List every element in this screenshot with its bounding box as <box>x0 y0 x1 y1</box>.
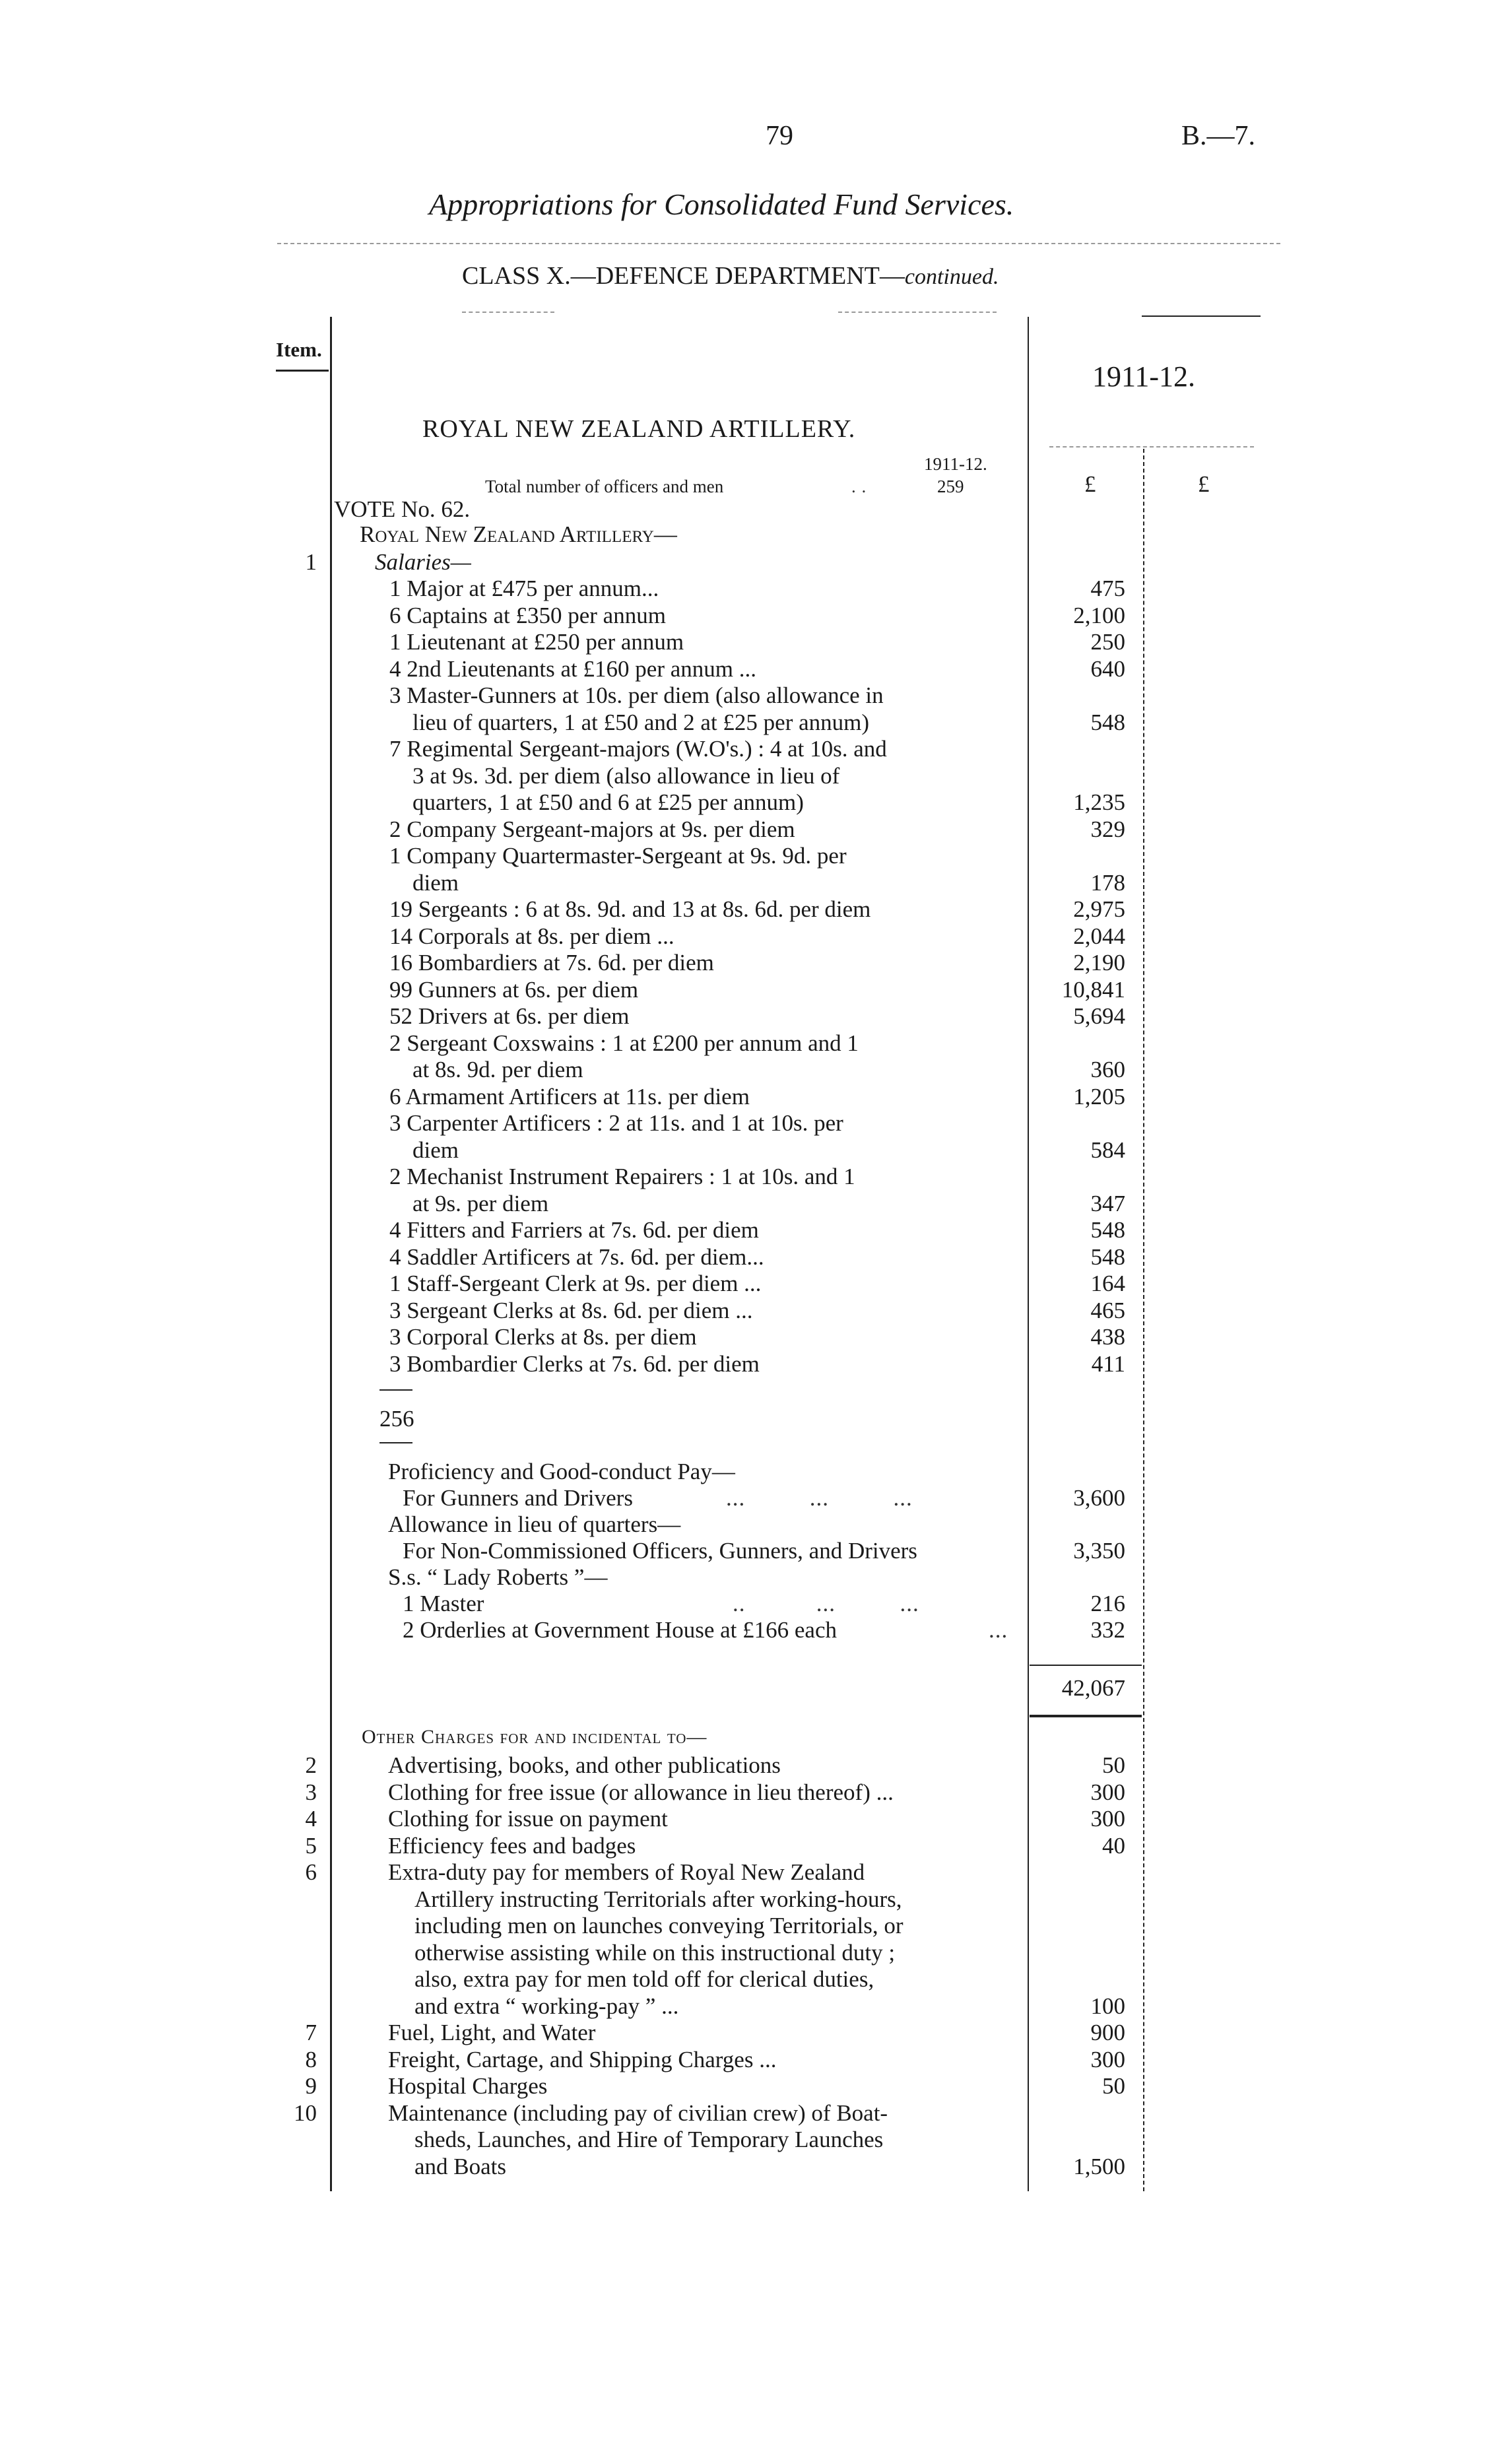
salary-line: quarters, 1 at £50 and 6 at £25 per annum) <box>412 789 804 815</box>
salary-amount: 2,044 <box>1073 923 1125 949</box>
other-charge-item-number: 9 <box>305 2073 317 2099</box>
other-charge-item-number: 7 <box>305 2020 317 2045</box>
other-charge-item-number: 2 <box>305 1752 317 1778</box>
salary-amount: 465 <box>1090 1297 1125 1323</box>
salary-line: 4 Saddler Artificers at 7s. 6d. per diem... <box>389 1243 764 1270</box>
other-charge-amount: 300 <box>1090 1806 1125 1832</box>
item-column-divider <box>330 317 332 2191</box>
other-charge-item-number: 5 <box>305 1832 317 1859</box>
lady-roberts-orderlies-dots: ... <box>989 1617 1008 1643</box>
other-charge-amount: 100 <box>1090 1993 1125 2019</box>
other-charge-line: also, extra pay for men told off for clerical duties, <box>414 1966 874 1992</box>
other-charge-item-number: 4 <box>305 1806 317 1832</box>
salary-line: 3 Master-Gunners at 10s. per diem (also allowance in <box>389 682 884 708</box>
salary-line: 1 Staff-Sergeant Clerk at 9s. per diem ... <box>389 1271 762 1296</box>
salary-amount: 548 <box>1090 1243 1125 1270</box>
salary-amount: 250 <box>1090 629 1125 655</box>
salary-line: 3 Bombardier Clerks at 7s. 6d. per diem <box>389 1350 760 1377</box>
lady-roberts-orderlies <box>403 1617 1008 1643</box>
salaries-heading: Salaries— <box>375 549 471 575</box>
salary-line: 4 Fitters and Farriers at 7s. 6d. per diem <box>389 1217 759 1243</box>
class-title-suffix: continued. <box>904 265 999 289</box>
title-rule <box>277 243 1280 244</box>
salary-line: 6 Armament Artificers at 11s. per diem <box>389 1083 750 1109</box>
other-charge-line: Artillery instructing Territorials after working-hours, <box>414 1886 902 1912</box>
item-number-1: 1 <box>305 549 317 575</box>
sub-heading: Royal New Zealand Artillery— <box>360 521 677 547</box>
other-charge-item-number: 10 <box>294 2100 317 2126</box>
proficiency-heading: Proficiency and Good-conduct Pay— <box>388 1459 735 1484</box>
class-rule-left <box>462 312 554 313</box>
salary-amount: 548 <box>1090 1217 1125 1243</box>
lady-roberts-master-dots: .. ... ... <box>733 1591 919 1616</box>
subtotal-rule-bottom <box>1030 1715 1142 1717</box>
document-reference: B.—7. <box>1181 121 1256 151</box>
lady-roberts-master-amount: 216 <box>1090 1591 1125 1616</box>
salary-line: 2 Sergeant Coxswains : 1 at £200 per annum and 1 <box>389 1030 859 1056</box>
men-total: 256 <box>379 1406 414 1432</box>
section-title: ROYAL NEW ZEALAND ARTILLERY. <box>422 415 856 443</box>
salary-amount: 411 <box>1091 1350 1125 1377</box>
page-title: Appropriations for Consolidated Fund Services. <box>429 187 1014 221</box>
salary-amount: 475 <box>1090 576 1125 601</box>
salary-amount: 10,841 <box>1061 976 1125 1003</box>
salary-amount: 5,694 <box>1073 1003 1125 1029</box>
salary-amount: 360 <box>1090 1057 1125 1082</box>
proficiency-amount: 3,600 <box>1073 1485 1125 1511</box>
salary-amount: 438 <box>1090 1324 1125 1350</box>
salary-line: diem <box>412 1137 459 1163</box>
proficiency-line <box>403 1485 913 1511</box>
header-rule-right <box>1142 315 1261 317</box>
total-officers-value: 259 <box>937 477 964 496</box>
salary-line: at 8s. 9d. per diem <box>412 1057 583 1082</box>
salary-line: 3 Carpenter Artificers : 2 at 11s. and 1 at 10s. per <box>389 1110 843 1136</box>
class-title <box>462 261 999 290</box>
other-charge-amount: 50 <box>1102 1752 1125 1778</box>
other-charge-line: Advertising, books, and other publications <box>388 1752 781 1778</box>
salary-line: 52 Drivers at 6s. per diem <box>389 1003 630 1029</box>
subtotal-amount: 42,067 <box>1061 1675 1125 1701</box>
salary-line: 6 Captains at £350 per annum <box>389 602 666 628</box>
total-officers-dots: . . <box>851 477 867 496</box>
class-title-main: CLASS X.—DEFENCE DEPARTMENT— <box>462 262 905 290</box>
salary-amount: 2,100 <box>1073 602 1125 628</box>
salary-line: 3 Sergeant Clerks at 8s. 6d. per diem ... <box>389 1297 753 1323</box>
total-year-label: 1911-12. <box>924 454 987 474</box>
other-charge-line: sheds, Launches, and Hire of Temporary Launches <box>414 2127 884 2152</box>
salary-line: 19 Sergeants : 6 at 8s. 9d. and 13 at 8s. 6d. per diem <box>389 896 871 922</box>
total-column-divider <box>1143 449 1144 2191</box>
salary-line: 2 Company Sergeant-majors at 9s. per diem <box>389 816 795 842</box>
other-charge-amount: 40 <box>1102 1832 1125 1859</box>
men-total-rule-top <box>379 1389 412 1391</box>
allowance-amount: 3,350 <box>1073 1538 1125 1564</box>
salary-line: 1 Lieutenant at £250 per annum <box>389 629 684 655</box>
pound-symbol-amount: £ <box>1084 471 1096 497</box>
proficiency-line-text: For Gunners and Drivers <box>403 1485 633 1511</box>
salary-amount: 640 <box>1090 655 1125 682</box>
other-charge-amount: 1,500 <box>1073 2153 1125 2179</box>
other-charge-amount: 300 <box>1090 2046 1125 2072</box>
allowance-heading: Allowance in lieu of quarters— <box>388 1511 681 1537</box>
salary-line: 16 Bombardiers at 7s. 6d. per diem <box>389 950 714 976</box>
other-charge-line: and Boats <box>414 2153 507 2179</box>
page-number: 79 <box>766 121 793 151</box>
other-charge-line: Maintenance (including pay of civilian crew) of Boat- <box>388 2100 888 2126</box>
other-charge-line: Clothing for issue on payment <box>388 1806 668 1832</box>
lady-roberts-orderlies-text: 2 Orderlies at Government House at £166 each <box>403 1617 837 1643</box>
salary-amount: 2,190 <box>1073 950 1125 976</box>
salary-line: 3 Corporal Clerks at 8s. per diem <box>389 1324 697 1350</box>
salary-line: 7 Regimental Sergeant-majors (W.O's.) : 4 at 10s. and <box>389 736 887 762</box>
total-officers-label: Total number of officers and men <box>485 477 724 496</box>
other-charge-line: Hospital Charges <box>388 2073 548 2099</box>
salary-line: lieu of quarters, 1 at £50 and 2 at £25 per annum) <box>412 709 870 735</box>
men-total-rule-bottom <box>379 1442 412 1443</box>
other-charge-line: and extra “ working-pay ” ... <box>414 1993 679 2019</box>
other-charge-item-number: 3 <box>305 1779 317 1805</box>
salary-amount: 1,235 <box>1073 789 1125 815</box>
item-column-header: Item. <box>276 338 322 361</box>
other-charge-line: Efficiency fees and badges <box>388 1832 636 1859</box>
lady-roberts-heading: S.s. “ Lady Roberts ”— <box>388 1564 608 1590</box>
salary-amount: 164 <box>1090 1271 1125 1296</box>
vote-number: VOTE No. 62. <box>334 496 471 522</box>
other-charge-item-number: 8 <box>305 2046 317 2072</box>
other-charge-line: Clothing for free issue (or allowance in lieu thereof) ... <box>388 1779 894 1805</box>
lady-roberts-master <box>403 1591 919 1617</box>
salary-line: 1 Company Quartermaster-Sergeant at 9s. 9d. per <box>389 843 847 869</box>
other-charge-amount: 900 <box>1090 2020 1125 2045</box>
salary-amount: 584 <box>1090 1137 1125 1163</box>
salary-line: diem <box>412 869 459 896</box>
other-charges-heading: Other Charges for and incidental to— <box>362 1726 707 1748</box>
other-charge-line: Fuel, Light, and Water <box>388 2020 596 2045</box>
salary-line: 3 at 9s. 3d. per diem (also allowance in lieu of <box>412 762 840 789</box>
other-charge-item-number: 6 <box>305 1859 317 1885</box>
other-charge-amount: 50 <box>1102 2073 1125 2099</box>
salary-amount: 2,975 <box>1073 896 1125 922</box>
salary-line: 99 Gunners at 6s. per diem <box>389 976 639 1003</box>
salary-line: 4 2nd Lieutenants at £160 per annum ... <box>389 655 756 682</box>
salary-line: 1 Major at £475 per annum... <box>389 576 659 601</box>
pound-symbol-total: £ <box>1198 471 1210 497</box>
item-header-rule <box>276 370 329 372</box>
lady-roberts-orderlies-amount: 332 <box>1090 1617 1125 1643</box>
proficiency-dots: ... ... ... <box>726 1485 913 1511</box>
year-header-rule <box>1049 446 1254 447</box>
subtotal-rule-top <box>1030 1665 1142 1666</box>
salary-amount: 329 <box>1090 816 1125 842</box>
salary-line: 14 Corporals at 8s. per diem ... <box>389 923 674 949</box>
salary-line: 2 Mechanist Instrument Repairers : 1 at 10s. and 1 <box>389 1164 855 1189</box>
salary-line: at 9s. per diem <box>412 1190 549 1216</box>
other-charge-line: including men on launches conveying Territorials, or <box>414 1913 904 1938</box>
other-charge-line: otherwise assisting while on this instructional duty ; <box>414 1939 896 1966</box>
other-charge-line: Freight, Cartage, and Shipping Charges ... <box>388 2046 777 2072</box>
class-rule-mid <box>838 312 997 313</box>
other-charge-line: Extra-duty pay for members of Royal New Zealand <box>388 1859 865 1885</box>
salary-amount: 548 <box>1090 709 1125 735</box>
salary-amount: 1,205 <box>1073 1083 1125 1109</box>
other-charge-amount: 300 <box>1090 1779 1125 1805</box>
salary-amount: 178 <box>1090 869 1125 896</box>
salary-amount: 347 <box>1090 1190 1125 1216</box>
allowance-line: For Non-Commissioned Officers, Gunners, and Drivers <box>403 1538 917 1564</box>
year-column-header: 1911-12. <box>1092 360 1196 393</box>
lady-roberts-master-text: 1 Master <box>403 1591 484 1616</box>
